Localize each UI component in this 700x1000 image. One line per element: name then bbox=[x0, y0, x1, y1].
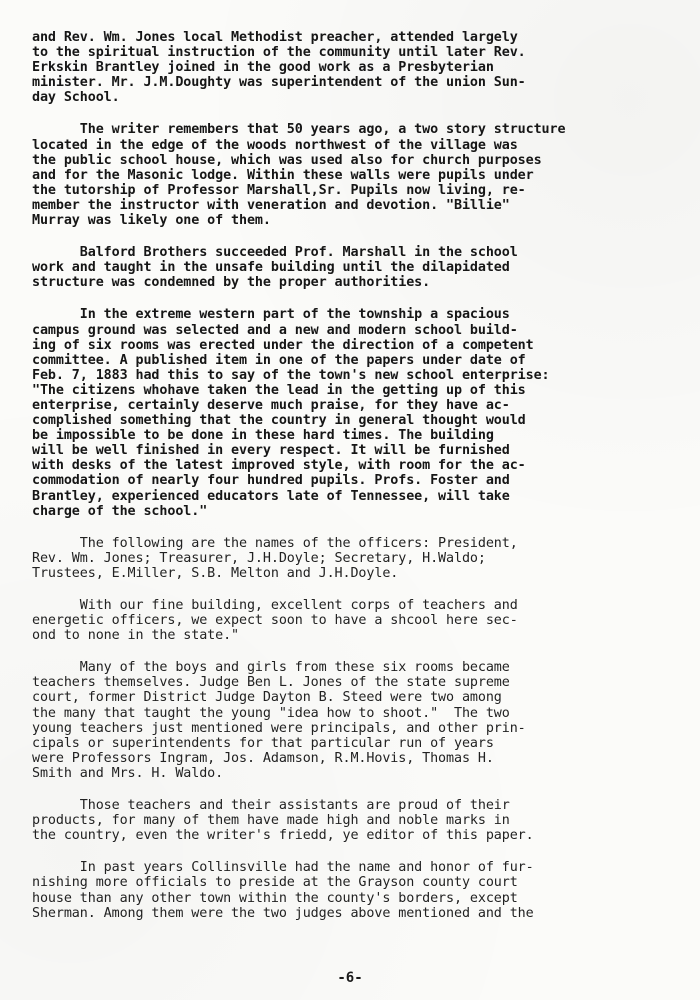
paragraph-products: Those teachers and their assistants are proud of their products, for many of them have made high and noble marks in the country, even the writer's friedd, ye editor of this paper. bbox=[32, 798, 534, 844]
paragraph-new-school: In the extreme western part of the township a spacious campus ground was selected and a new and modern school build- ing of six rooms was erected under the direction of a competent committee. A published item in one of the papers under date of Feb. 7, 1883 had this to say of the town's new school enterprise: "The citizens whohave taken the lead in the getting up of this enterprise, certainly deserve much praise, for they have ac- complished something that the country in general thought would be impossible to be done in these hard times. The building will be well finished in every respect. It will be furnished with desks of the latest improved style, with room for the ac- commodation of nearly four hundred pupils. Profs. Foster and Brantley, experienced educators late of Tennessee, will take charge of the school." bbox=[32, 307, 550, 519]
paragraph-balford-brothers: Balford Brothers succeeded Prof. Marshall in the school work and taught in the unsafe building until the dilapidated structure was condemned by the proper authorities. bbox=[32, 245, 518, 291]
paragraph-expectation: With our fine building, excellent corps of teachers and energetic officers, we expect soon to have a shcool here sec- ond to none in the state." bbox=[32, 598, 518, 644]
document-body bbox=[32, 30, 672, 938]
paragraph-officials: In past years Collinsville had the name and honor of fur- nishing more officials to preside at the Grayson county court house than any other town within the county's borders, except Sherman. Among them were the two judges above mentioned and the bbox=[32, 860, 534, 921]
paragraph-teachers: Many of the boys and girls from these six rooms became teachers themselves. Judge Ben L. Jones of the state supreme court, former District Judge Dayton B. Steed were two among the many that taught the young "idea how to shoot." The two young teachers just mentioned were principals, and other prin- cipals or superintendents for that particular run of years were Professors Ingram, Jos. Adamson, R.M.Hovis, Thomas H. Smith and Mrs. H. Waldo. bbox=[32, 660, 526, 781]
page-number: -6- bbox=[337, 970, 363, 986]
paragraph-officers: The following are the names of the officers: President, Rev. Wm. Jones; Treasurer, J.H.Doyle; Secretary, H.Waldo; Trustees, E.Miller, S.B. Melton and J.H.Doyle. bbox=[32, 535, 518, 581]
paragraph-church: and Rev. Wm. Jones local Methodist preacher, attended largely to the spiritual instruction of the community until later Rev. Erkskin Brantley joined in the good work as a Presbyterian minister. Mr. J.M.Doughty was superintendent of the union Sun- day School. bbox=[32, 30, 526, 106]
paragraph-old-schoolhouse: The writer remembers that 50 years ago, a two story structure located in the edge of the woods northwest of the village was the public school house, which was used also for church purposes and for the Masonic lodge. Within these walls were pupils under the tutorship of Professor Marshall,Sr. Pupils now living, re- member the instructor with veneration and devotion. "Billie" Murray was likely one of them. bbox=[32, 122, 566, 229]
